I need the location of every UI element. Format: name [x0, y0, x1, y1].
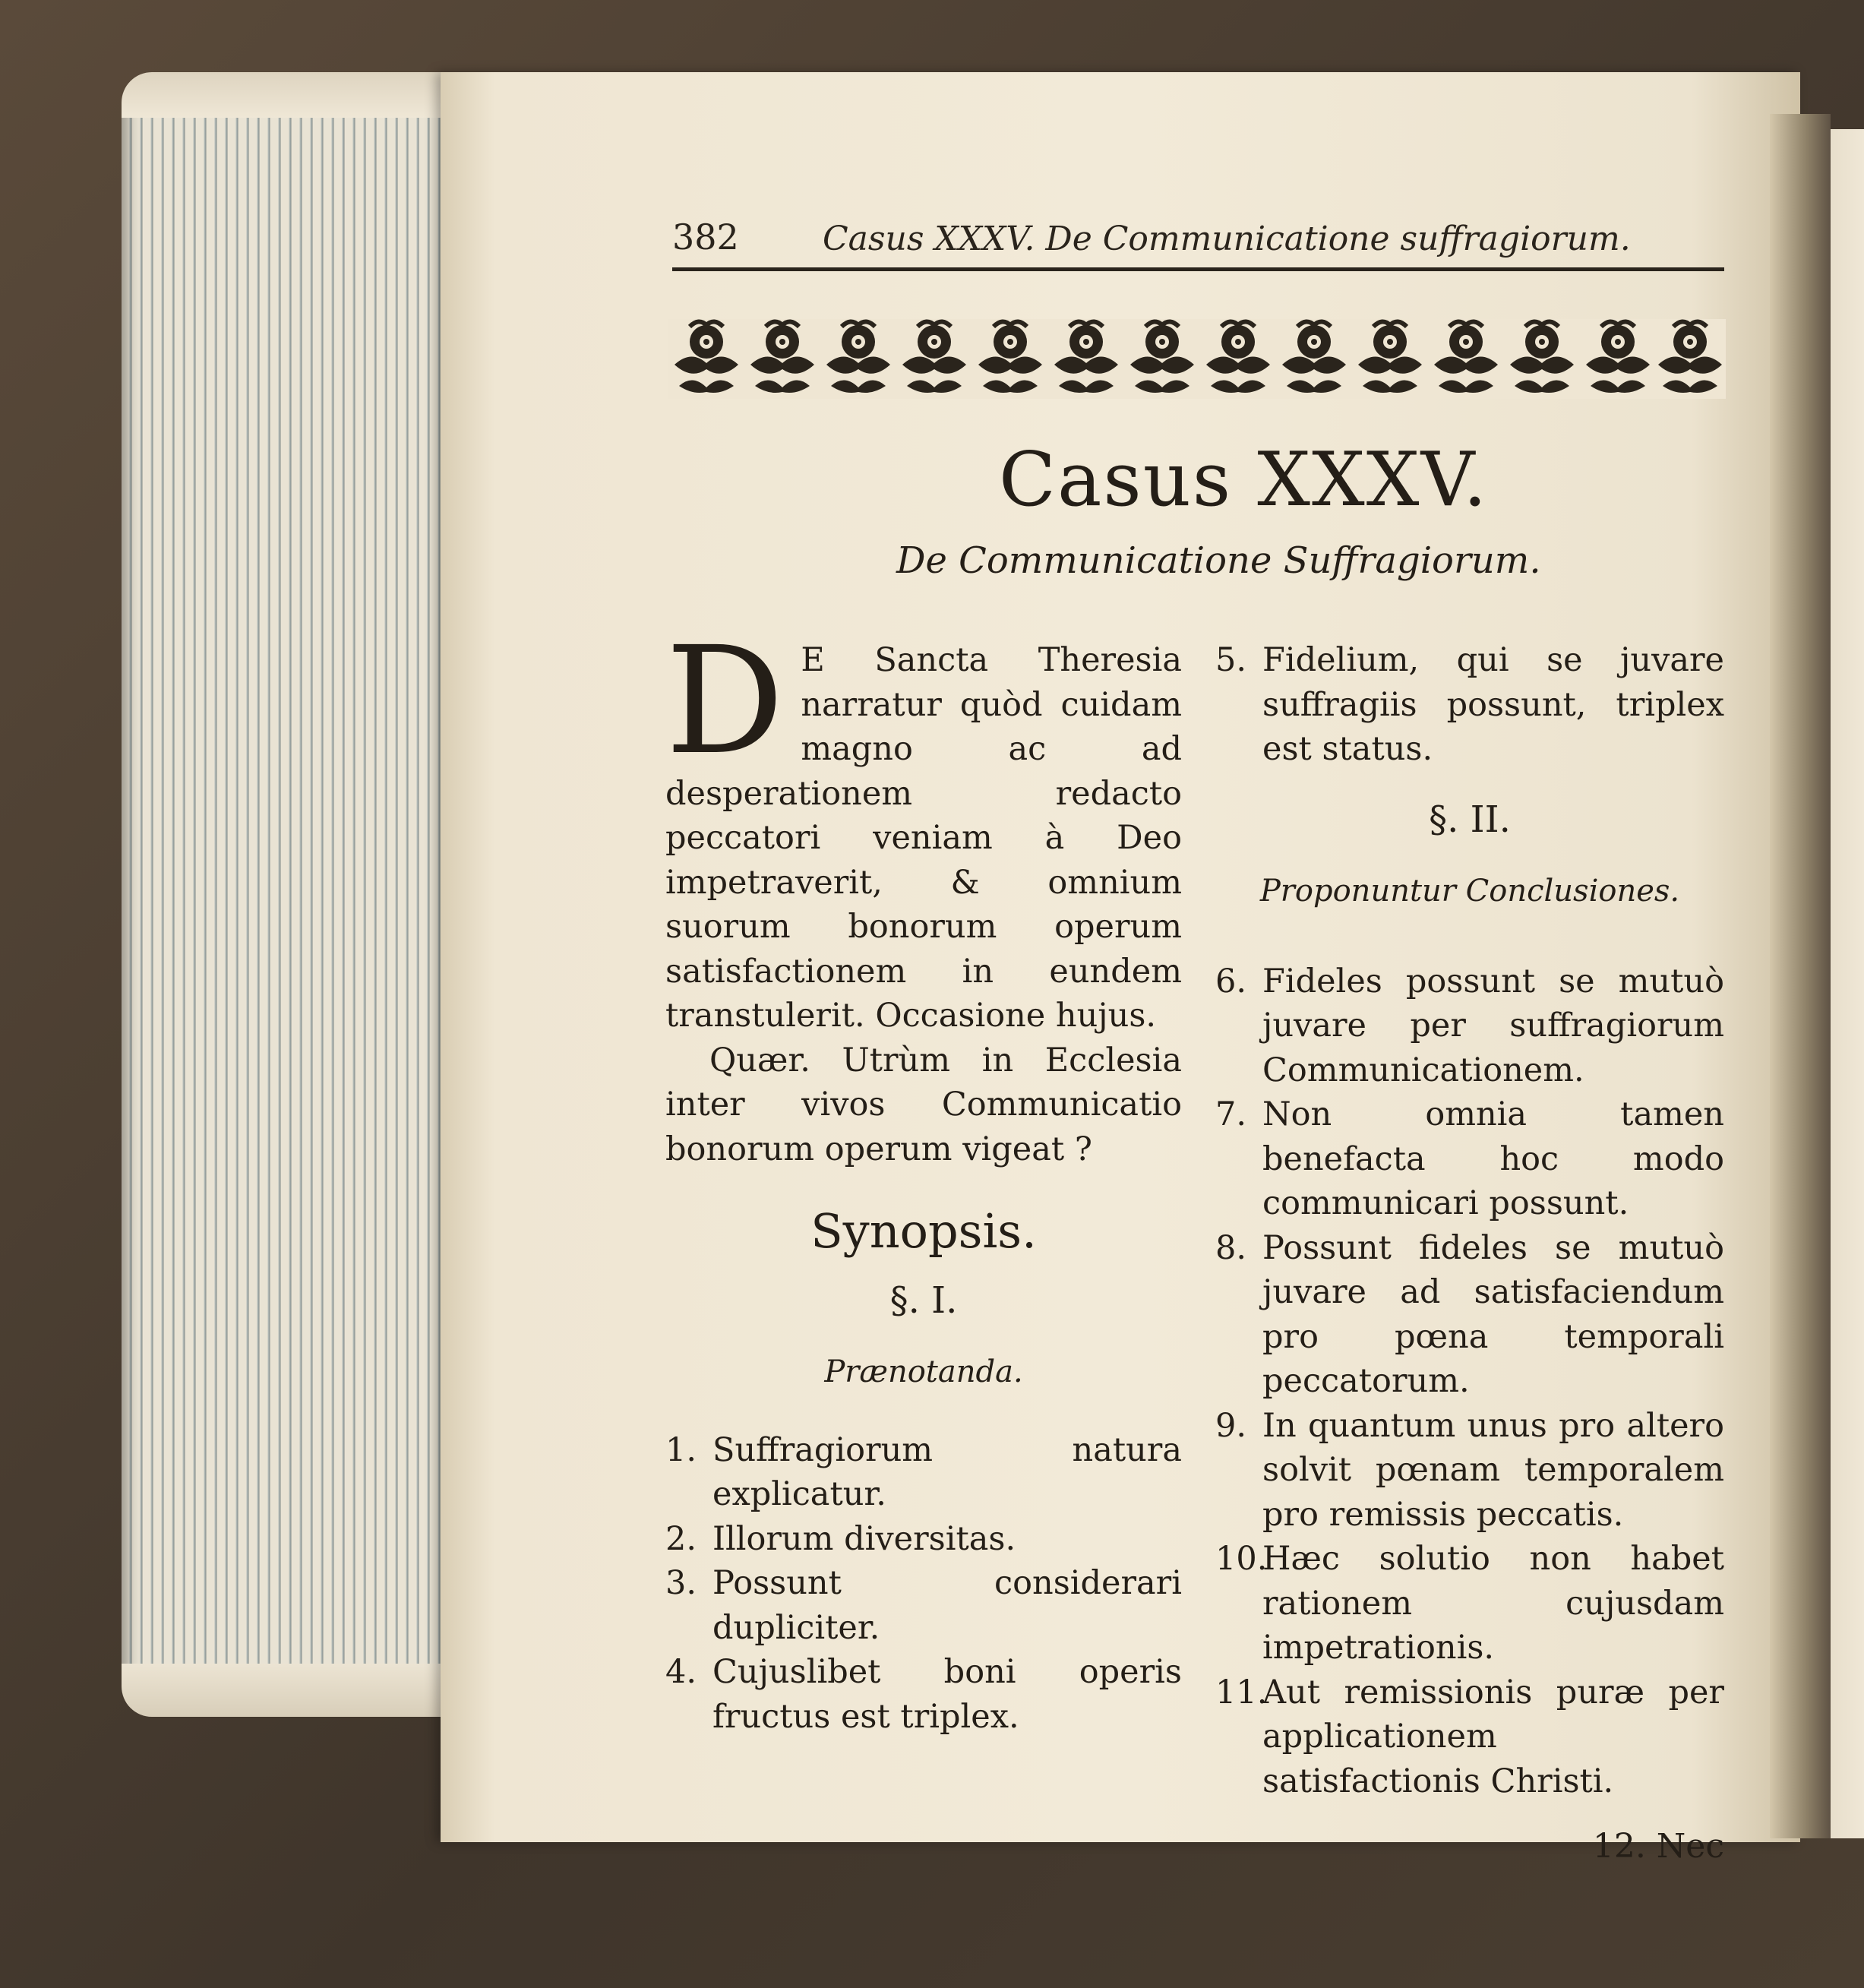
item-text: Hæc solutio non habet rationem cujusdam impetrationis. [1262, 1540, 1724, 1667]
list-item [665, 1517, 1182, 1562]
catchword: 12. Nec [1592, 1827, 1724, 1866]
chapter-subtitle: De Communicatione Suffragiorum. [896, 539, 1541, 582]
item-number: 11. [1215, 1673, 1268, 1711]
right-column [1215, 638, 1724, 1869]
item-text: Fideles possunt se mutuò juvare per suffragiorum Communicationem. [1262, 962, 1724, 1089]
page-edges-top [122, 72, 456, 118]
page-gutter [1770, 114, 1831, 1838]
drop-cap: D [665, 615, 785, 787]
list-item [1215, 1670, 1724, 1804]
item-text: Possunt considerari dupliciter. [712, 1564, 1182, 1647]
question-paragraph: Quær. Utrùm in Ecclesia inter vivos Communicatio bonorum operum vigeat ? [665, 1041, 1182, 1168]
item-text: Cujuslibet boni operis fructus est triplex. [712, 1653, 1182, 1736]
floral-ornament-band [668, 319, 1726, 399]
list-item [665, 1650, 1182, 1739]
page-edges [122, 76, 456, 1709]
section-subheading-2: Proponuntur Conclusiones. [1259, 874, 1680, 909]
item-text: Aut remissionis puræ per applicationem satisfactionis Christi. [1262, 1673, 1724, 1800]
item-number: 7. [1215, 1095, 1247, 1133]
section-heading-2: §. II. [1429, 798, 1511, 841]
section-heading-1: §. I. [889, 1278, 958, 1322]
item-number: 5. [1215, 641, 1247, 679]
item-text: Illorum diversitas. [712, 1519, 1016, 1558]
chapter-title: Casus XXXV. [999, 437, 1489, 523]
list-item [1215, 1226, 1724, 1404]
page-number: 382 [672, 216, 739, 258]
item-number: 6. [1215, 962, 1247, 1000]
list-item [1215, 1404, 1724, 1538]
item-number: 1. [665, 1430, 697, 1469]
list-item [1215, 1092, 1724, 1226]
item-text: Suffragiorum natura explicatur. [712, 1430, 1182, 1513]
list-item [1215, 638, 1724, 772]
list-item [1215, 959, 1724, 1093]
list-item [665, 1428, 1182, 1517]
list-item [1215, 1537, 1724, 1670]
item-number: 10. [1215, 1540, 1268, 1578]
synopsis-heading: Synopsis. [810, 1203, 1037, 1259]
running-title: Casus XXXV. De Communicatione suffragiorum. [823, 220, 1631, 258]
running-header [672, 216, 1724, 262]
item-number: 2. [665, 1519, 697, 1558]
item-text: Non omnia tamen benefacta hoc modo communicari possunt. [1262, 1095, 1724, 1222]
item-number: 9. [1215, 1406, 1247, 1445]
item-number: 3. [665, 1564, 697, 1602]
list-item [665, 1561, 1182, 1650]
item-text: In quantum unus pro altero solvit pœnam temporalem pro remissis peccatis. [1262, 1406, 1724, 1534]
item-number: 4. [665, 1653, 697, 1691]
intro-paragraph [665, 615, 1182, 1038]
item-text: Fidelium, qui se juvare suffragiis possunt, triplex est status. [1262, 641, 1724, 768]
header-rule [672, 267, 1724, 271]
left-column [665, 615, 1182, 1739]
item-number: 8. [1215, 1228, 1247, 1267]
page-edges-bottom [122, 1664, 456, 1717]
item-text: Possunt fideles se mutuò juvare ad satisfaciendum pro pœna temporali peccatorum. [1262, 1228, 1724, 1400]
section-subheading-1: Prænotanda. [824, 1354, 1023, 1389]
intro-text: E Sancta Theresia narratur quòd cuidam magno ac ad desperationem redacto peccatori veniam à Deo impetraverit, & omnium suorum bonorum operum satisfactionem in eundem transtulerit. Occasione hujus. [665, 641, 1182, 1035]
